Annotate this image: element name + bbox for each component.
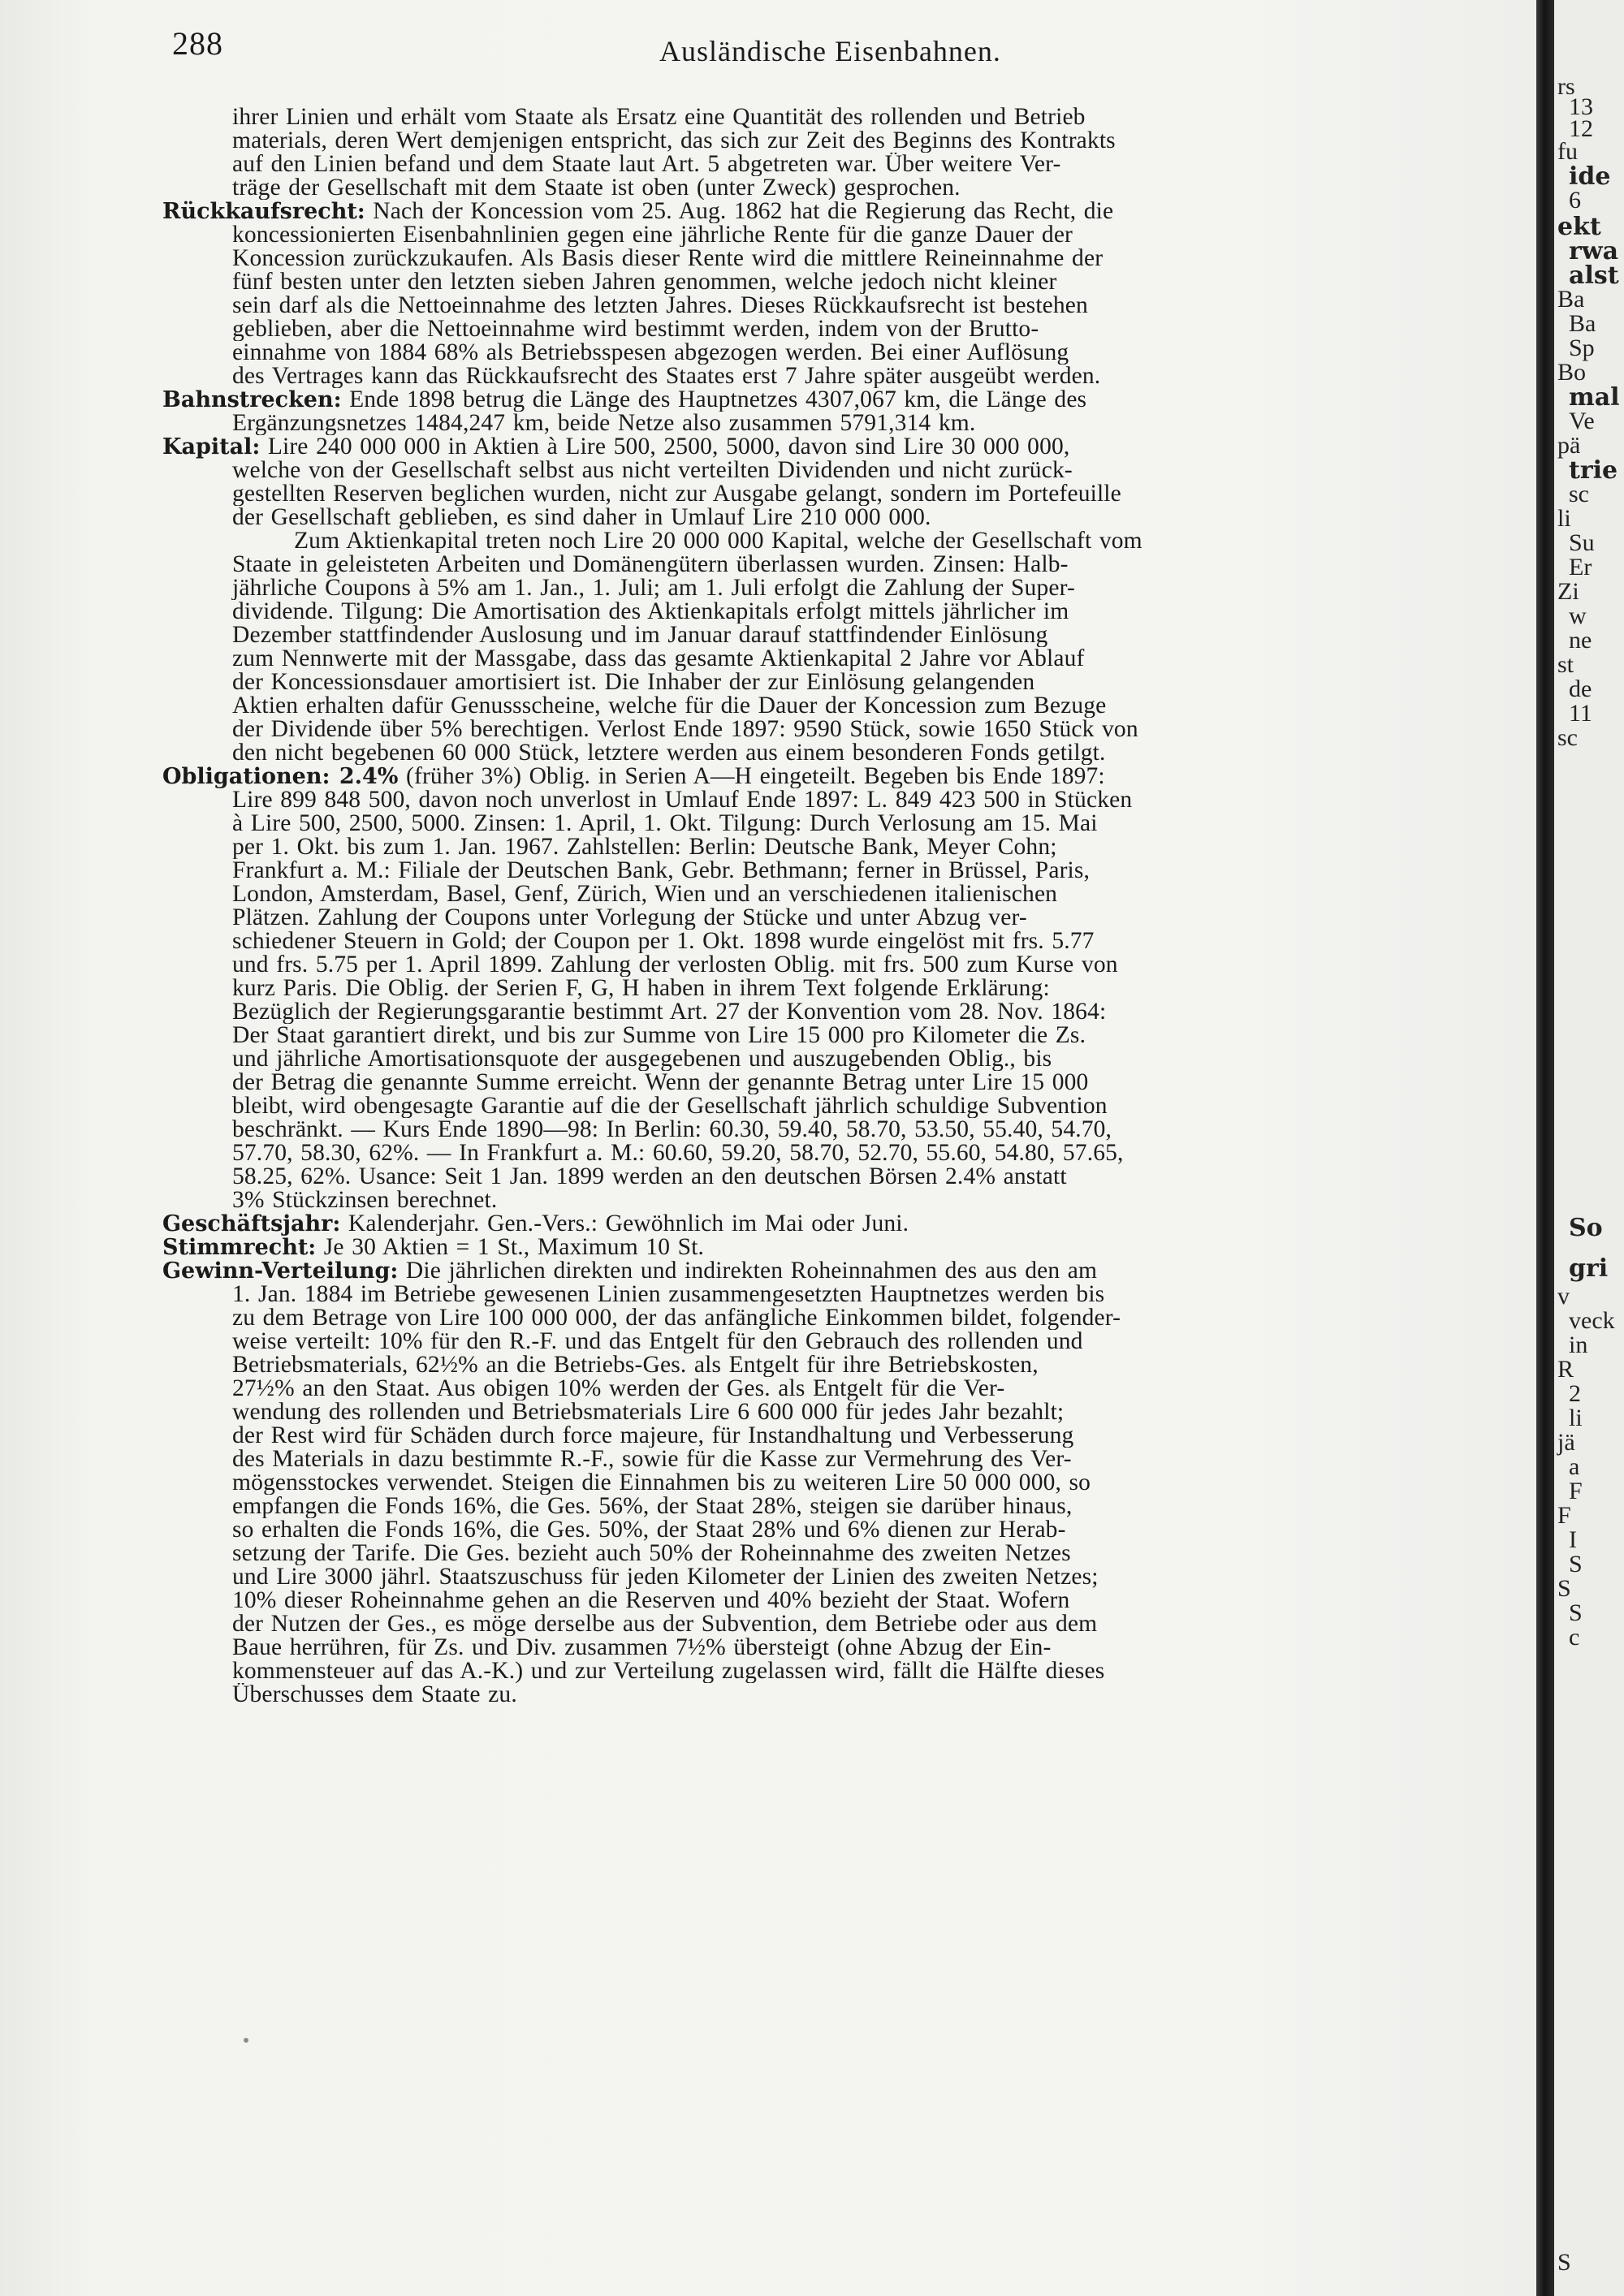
line-text: weise verteilt: 10% für den R.-F. und das Entgelt für den Gebrauch des rollenden und [232, 1330, 1083, 1353]
line-text: materials, deren Wert demjenigen entspricht, das sich zur Zeit des Beginns des Kontrakts [232, 129, 1116, 153]
line-text: schiedener Steuern in Gold; der Coupon per 1. Okt. 1898 wurde eingelöst mit frs. 5.77 [232, 930, 1095, 953]
line-text: kommensteuer auf das A.-K.) und zur Verteilung zugelassen wird, fällt die Hälfte dieses [232, 1659, 1105, 1683]
line-text: 58.25, 62%. Usance: Seit 1 Jan. 1899 werden an den deutschen Börsen 2.4% anstatt [232, 1165, 1067, 1189]
line-text: Je 30 Aktien = 1 St., Maximum 10 St. [316, 1236, 705, 1259]
facing-page-fragment: S [1557, 1575, 1571, 1602]
text-line [162, 1142, 1525, 1165]
line-text: so erhalten die Fonds 16%, die Ges. 50%, der Staat 28% und 6% dienen zur Herab- [232, 1518, 1066, 1542]
text-line [162, 435, 1525, 459]
text-line [162, 1071, 1525, 1094]
facing-page-fragment: in [1569, 1331, 1588, 1358]
facing-page-fragment: veck [1569, 1307, 1615, 1334]
line-text: der Dividende über 5% berechtigen. Verlost Ende 1897: 9590 Stück, sowie 1650 Stück von [232, 718, 1138, 741]
facing-page-fragment: sc [1557, 724, 1578, 751]
text-line [162, 600, 1525, 624]
text-line [162, 930, 1525, 953]
facing-page-fragment: trie [1569, 456, 1618, 485]
line-text: und frs. 5.75 per 1. April 1899. Zahlung der verlosten Oblig. mit frs. 500 zum Kurse von [232, 953, 1118, 977]
facing-page-fragment: alst [1569, 261, 1619, 290]
facing-page-fragment: st [1557, 651, 1574, 678]
facing-page-fragment: ne [1569, 627, 1592, 654]
line-text: Der Staat garantiert direkt, und bis zur Summe von Lire 15 000 pro Kilometer die Zs. [232, 1024, 1086, 1047]
line-text: 3% Stückzinsen berechnet. [232, 1189, 498, 1212]
line-text: Staate in geleisteten Arbeiten und Domänengütern überlassen wurden. Zinsen: Halb- [232, 553, 1069, 576]
line-text: jährliche Coupons à 5% am 1. Jan., 1. Juli; am 1. Juli erfolgt die Zahlung der Super- [232, 576, 1075, 600]
line-text: (früher 3%) Oblig. in Serien A—H eingeteilt. Begeben bis Ende 1897: [398, 765, 1105, 788]
line-text: des Vertrages kann das Rückkaufsrecht des Staates erst 7 Jahre später ausgeübt werden. [232, 365, 1101, 388]
line-text: bleibt, wird obengesagte Garantie auf die der Gesellschaft jährlich schuldige Subvention [232, 1094, 1108, 1118]
line-text: auf den Linien befand und dem Staate laut Art. 5 abgetreten war. Über weitere Ver- [232, 153, 1061, 176]
text-line [162, 977, 1525, 1000]
line-text: Die jährlichen direkten und indirekten Roheinnahmen des aus den am [398, 1259, 1098, 1283]
page-number: 288 [172, 25, 223, 62]
facing-page-fragment: Zi [1557, 578, 1579, 605]
text-line [162, 317, 1525, 341]
facing-page-fragment: li [1557, 505, 1571, 532]
text-line [162, 106, 1525, 129]
line-text: à Lire 500, 2500, 5000. Zinsen: 1. April, 1. Okt. Tilgung: Durch Verlosung am 15. Mai [232, 812, 1098, 835]
line-text: träge der Gesellschaft mit dem Staate ist oben (unter Zweck) gesprochen. [232, 176, 961, 200]
text-line [162, 1259, 1525, 1283]
section-heading: Kapital: [162, 435, 261, 459]
text-line [162, 694, 1525, 718]
text-line [162, 1306, 1525, 1330]
line-text: wendung des rollenden und Betriebsmaterials Lire 6 600 000 für jedes Jahr bezahlt; [232, 1400, 1065, 1424]
text-line [162, 459, 1525, 482]
line-text: welche von der Gesellschaft selbst aus nicht verteilten Dividenden und nicht zurück- [232, 459, 1073, 482]
text-line [162, 506, 1525, 529]
line-text: Dezember stattfindender Auslosung und im Januar darauf stattfindender Einlösung [232, 624, 1048, 647]
line-text: den nicht begebenen 60 000 Stück, letztere werden aus einem besonderen Fonds getilgt. [232, 741, 1106, 765]
section-heading: Rückkaufsrecht: [162, 200, 365, 223]
text-line [162, 835, 1525, 859]
text-line [162, 1000, 1525, 1024]
text-line [162, 341, 1525, 365]
facing-page-fragment: c [1569, 1624, 1580, 1651]
text-line [162, 247, 1525, 270]
text-line [162, 482, 1525, 506]
facing-page-fragment: fu [1557, 138, 1578, 165]
text-line [162, 718, 1525, 741]
text-line [162, 1236, 1525, 1259]
line-text: der Rest wird für Schäden durch force majeure, für Instandhaltung und Verbesserung [232, 1424, 1074, 1448]
line-text: Koncession zurückzukaufen. Als Basis dieser Rente wird die mittlere Reineinnahme der [232, 247, 1104, 270]
text-line [162, 153, 1525, 176]
text-line [162, 129, 1525, 153]
facing-page-fragment: Ba [1569, 310, 1596, 337]
running-title: Ausländische Eisenbahnen. [659, 35, 1001, 67]
facing-page-fragment: 6 [1569, 187, 1581, 214]
facing-page-fragment: rwa [1569, 237, 1619, 265]
text-line [162, 1659, 1525, 1683]
facing-page-fragment: 11 [1569, 700, 1592, 727]
page-body [162, 106, 1525, 1707]
facing-page-fragment: 13 [1569, 93, 1593, 120]
line-text: Zum Aktienkapital treten noch Lire 20 000 000 Kapital, welche der Gesellschaft vom [294, 529, 1142, 553]
line-text: zu dem Betrage von Lire 100 000 000, der das anfängliche Einkommen bildet, folgender- [232, 1306, 1121, 1330]
facing-page-fragment: mal [1569, 383, 1620, 412]
line-text: Nach der Koncession vom 25. Aug. 1862 hat die Regierung das Recht, die [365, 200, 1114, 223]
facing-page-fragment: li [1569, 1405, 1583, 1431]
line-text: einnahme von 1884 68% als Betriebsspesen abgezogen werden. Bei einer Auflösung [232, 341, 1069, 365]
text-line [162, 553, 1525, 576]
facing-page-fragment: Er [1569, 554, 1592, 580]
line-text: mögensstockes verwendet. Steigen die Einnahmen bis zu weiteren Lire 50 000 000, so [232, 1471, 1091, 1495]
line-text: fünf besten unter den letzten sieben Jahren genommen, welche jedoch nicht kleiner [232, 270, 1057, 294]
section-heading: Bahnstrecken: [162, 388, 342, 412]
section-heading: Geschäftsjahr: [162, 1212, 341, 1236]
line-text: beschränkt. — Kurs Ende 1890—98: In Berlin: 60.30, 59.40, 58.70, 53.50, 55.40, 54.70, [232, 1118, 1112, 1142]
facing-page-fragment: Sp [1569, 334, 1595, 361]
line-text: Bezüglich der Regierungsgarantie bestimmt Art. 27 der Konvention vom 28. Nov. 1864: [232, 1000, 1107, 1024]
text-line [162, 1565, 1525, 1589]
line-text: London, Amsterdam, Basel, Genf, Zürich, Wien und an verschiedenen italienischen [232, 883, 1058, 906]
text-line [162, 765, 1525, 788]
facing-page-fragment: F [1569, 1478, 1583, 1504]
line-text: sein darf als die Nettoeinnahme des letzten Jahres. Dieses Rückkaufsrecht ist bestehen [232, 294, 1088, 317]
text-line [162, 741, 1525, 765]
text-line [162, 906, 1525, 930]
text-line [162, 200, 1525, 223]
text-line [162, 223, 1525, 247]
facing-page-fragment: 12 [1569, 115, 1593, 142]
text-line [162, 953, 1525, 977]
text-line [162, 883, 1525, 906]
text-line [162, 1189, 1525, 1212]
facing-page-fragment: ide [1569, 162, 1611, 191]
line-text: der Koncessionsdauer amortisiert ist. Die Inhaber der zur Einlösung gelangenden [232, 671, 1035, 694]
facing-page-fragment: w [1569, 602, 1587, 629]
text-line [162, 1212, 1525, 1236]
text-line [162, 1118, 1525, 1142]
text-line [162, 1165, 1525, 1189]
line-text: 10% dieser Roheinnahme gehen an die Reserven und 40% bezieht der Staat. Wofern [232, 1589, 1070, 1612]
facing-page-fragment: Ba [1557, 286, 1585, 313]
text-line [162, 576, 1525, 600]
line-text: dividende. Tilgung: Die Amortisation des Aktienkapitals erfolgt mittels jährlicher im [232, 600, 1069, 624]
line-text: Aktien erhalten dafür Genussscheine, welche für die Dauer der Koncession zum Bezuge [232, 694, 1107, 718]
text-line [162, 1683, 1525, 1707]
facing-page-fragment: S [1569, 1599, 1583, 1626]
text-line [162, 1024, 1525, 1047]
line-text: Baue herrühren, für Zs. und Div. zusammen 7½% übersteigt (ohne Abzug der Ein- [232, 1636, 1052, 1659]
text-line [162, 624, 1525, 647]
line-text: 57.70, 58.30, 62%. — In Frankfurt a. M.: 60.60, 59.20, 58.70, 52.70, 55.60, 54.80, 57.65, [232, 1142, 1124, 1165]
text-line [162, 294, 1525, 317]
line-text: Betriebsmaterials, 62½% an die Betriebs-Ges. als Entgelt für ihre Betriebskosten, [232, 1353, 1039, 1377]
line-text: der Gesellschaft geblieben, es sind daher in Umlauf Lire 210 000 000. [232, 506, 931, 529]
text-line [162, 1330, 1525, 1353]
facing-page-fragment: gri [1569, 1254, 1609, 1283]
line-text: 27½% an den Staat. Aus obigen 10% werden der Ges. als Entgelt für die Ver- [232, 1377, 1005, 1400]
facing-page-fragment: S [1569, 1551, 1583, 1577]
text-line [162, 647, 1525, 671]
facing-page-fragment: R [1557, 1356, 1574, 1383]
line-text: der Betrag die genannte Summe erreicht. Wenn der genannte Betrag unter Lire 15 000 [232, 1071, 1089, 1094]
line-text: Kalenderjahr. Gen.-Vers.: Gewöhnlich im Mai oder Juni. [340, 1212, 909, 1236]
line-text: koncessionierten Eisenbahnlinien gegen eine jährliche Rente für die ganze Dauer der [232, 223, 1073, 247]
scan-speck [244, 2038, 248, 2043]
facing-page-fragment: S [1557, 2249, 1571, 2276]
line-text: kurz Paris. Die Oblig. der Serien F, G, H haben in ihrem Text folgende Erklärung: [232, 977, 1050, 1000]
text-line [162, 176, 1525, 200]
facing-page-fragment: Ve [1569, 408, 1595, 434]
facing-page-fragment: ekt [1557, 213, 1601, 241]
line-text: empfangen die Fonds 16%, die Ges. 56%, der Staat 28%, steigen sie darüber hinaus, [232, 1495, 1073, 1518]
facing-page-fragment: v [1557, 1283, 1570, 1310]
line-text: Frankfurt a. M.: Filiale der Deutschen Bank, Gebr. Bethmann; ferner in Brüssel, Paris, [232, 859, 1091, 883]
text-line [162, 1589, 1525, 1612]
facing-page-fragment: So [1569, 1214, 1603, 1242]
section-heading: Obligationen: 2.4% [162, 765, 399, 788]
facing-page-fragment: I [1569, 1526, 1577, 1553]
line-text: geblieben, aber die Nettoeinnahme wird bestimmt werden, indem von der Brutto- [232, 317, 1039, 341]
text-line [162, 1094, 1525, 1118]
text-line [162, 1047, 1525, 1071]
line-text: und Lire 3000 jährl. Staatszuschuss für jeden Kilometer der Linien des zweiten Netzes; [232, 1565, 1099, 1589]
text-line [162, 859, 1525, 883]
text-line [162, 1471, 1525, 1495]
facing-page-edge [1554, 0, 1624, 2296]
text-line [162, 1448, 1525, 1471]
text-line [162, 1400, 1525, 1424]
text-line [162, 1495, 1525, 1518]
text-line [162, 388, 1525, 412]
text-line [162, 671, 1525, 694]
facing-page-fragment: a [1569, 1453, 1580, 1480]
facing-page-fragment: Su [1569, 529, 1595, 556]
facing-page-fragment: rs [1557, 73, 1575, 100]
facing-page-fragment: 2 [1569, 1380, 1581, 1407]
text-line [162, 812, 1525, 835]
line-text: Überschusses dem Staate zu. [232, 1683, 517, 1707]
text-line [162, 788, 1525, 812]
text-line [162, 1377, 1525, 1400]
facing-page-fragment: jä [1557, 1429, 1575, 1456]
line-text: und jährliche Amortisationsquote der ausgegebenen und auszugebenden Oblig., bis [232, 1047, 1052, 1071]
text-line [162, 365, 1525, 388]
line-text: setzung der Tarife. Die Ges. bezieht auch 50% der Roheinnahme des zweiten Netzes [232, 1542, 1071, 1565]
line-text: Ergänzungsnetzes 1484,247 km, beide Netze also zusammen 5791,314 km. [232, 412, 976, 435]
text-line [162, 1283, 1525, 1306]
text-line [162, 1353, 1525, 1377]
text-line [162, 1424, 1525, 1448]
line-text: per 1. Okt. bis zum 1. Jan. 1967. Zahlstellen: Berlin: Deutsche Bank, Meyer Cohn; [232, 835, 1057, 859]
facing-page-fragment: pä [1557, 432, 1581, 459]
line-text: zum Nennwerte mit der Massgabe, dass das gesamte Aktienkapital 2 Jahre vor Ablauf [232, 647, 1085, 671]
facing-page-fragment: sc [1569, 481, 1589, 507]
line-text: des Materials in dazu bestimmte R.-F., sowie für die Kasse zur Vermehrung des Ver- [232, 1448, 1072, 1471]
facing-page-fragment: F [1557, 1502, 1571, 1529]
text-line [162, 1636, 1525, 1659]
section-heading: Stimmrecht: [162, 1236, 317, 1259]
facing-page-fragment: de [1569, 675, 1592, 702]
line-text: Lire 899 848 500, davon noch unverlost in Umlauf Ende 1897: L. 849 423 500 in Stücken [232, 788, 1133, 812]
line-text: Lire 240 000 000 in Aktien à Lire 500, 2500, 5000, davon sind Lire 30 000 000, [260, 435, 1070, 459]
text-line [162, 1612, 1525, 1636]
line-text: ihrer Linien und erhält vom Staate als Ersatz eine Quantität des rollenden und Betrieb [232, 106, 1086, 129]
text-line [162, 270, 1525, 294]
line-text: der Nutzen der Ges., es möge derselbe aus der Subvention, dem Betriebe oder aus dem [232, 1612, 1098, 1636]
book-gutter [1536, 0, 1554, 2296]
text-line [162, 529, 1525, 553]
line-text: Plätzen. Zahlung der Coupons unter Vorlegung der Stücke und unter Abzug ver- [232, 906, 1027, 930]
facing-page-fragment: Bo [1557, 359, 1587, 386]
line-text: gestellten Reserven beglichen wurden, nicht zur Ausgabe gelangt, sondern im Portefeuille [232, 482, 1121, 506]
text-line [162, 1542, 1525, 1565]
line-text: 1. Jan. 1884 im Betriebe gewesenen Linien zusammengesetzten Hauptnetzes werden bis [232, 1283, 1105, 1306]
text-line [162, 1518, 1525, 1542]
text-line [162, 412, 1525, 435]
section-heading: Gewinn-Verteilung: [162, 1259, 399, 1283]
line-text: Ende 1898 betrug die Länge des Hauptnetzes 4307,067 km, die Länge des [341, 388, 1087, 412]
